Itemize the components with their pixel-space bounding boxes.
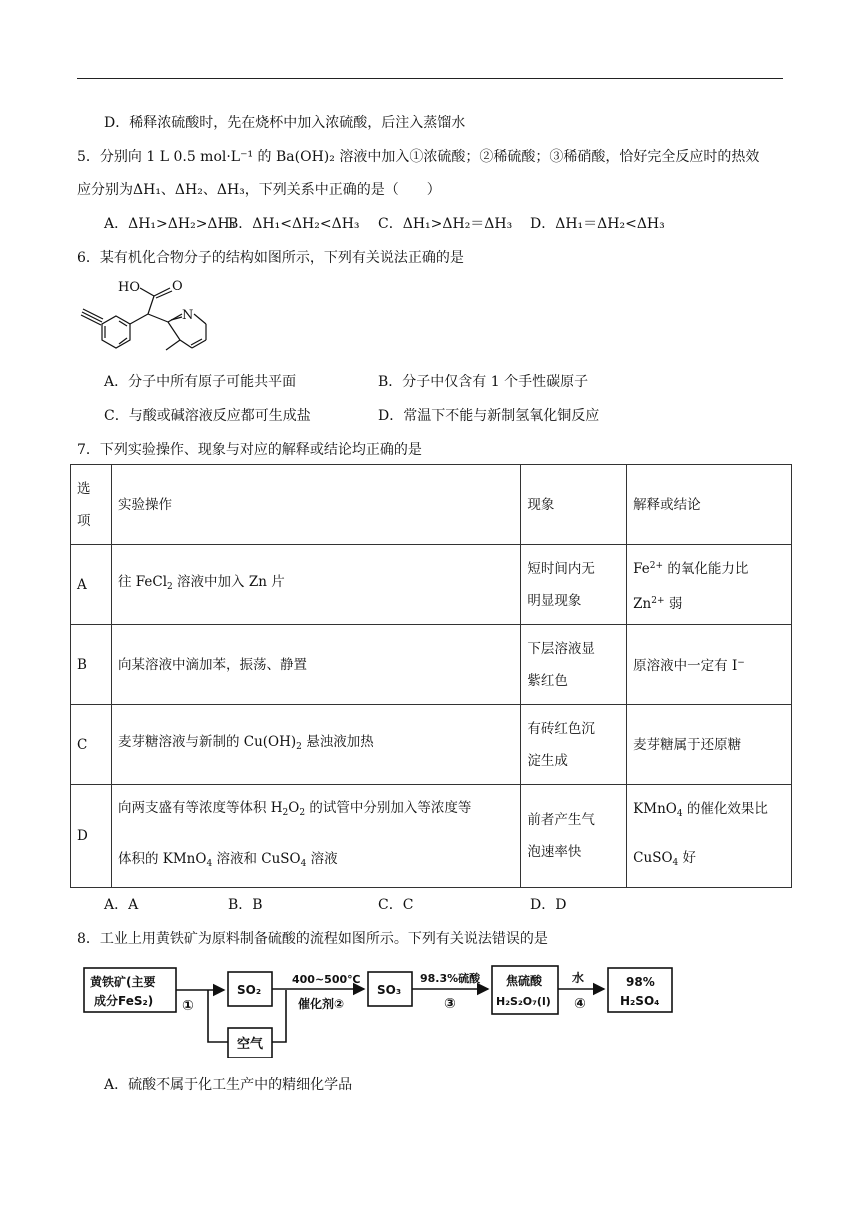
step1-label: ① — [182, 998, 194, 1014]
row-phenomenon: 下层溶液显 紫红色 — [521, 625, 627, 705]
q6-option-a: A．分子中所有原子可能共平面 — [104, 374, 297, 390]
step2-catalyst: 催化剂② — [298, 997, 345, 1011]
q5-option-a: A．ΔH₁>ΔH₂>ΔH₃ — [104, 216, 236, 232]
row-conclusion: KMnO$_4$ 的催化效果比 CuSO$_4$ 好 — [627, 785, 792, 888]
step2-conditions: 400~500℃ — [292, 973, 361, 986]
oleum-formula: H₂S₂O₇(l) — [496, 995, 551, 1008]
step4-label: ④ — [574, 996, 586, 1012]
q5-stem-line2: 应分别为ΔH₁、ΔH₂、ΔH₃，下列关系中正确的是（ ） — [77, 182, 441, 198]
table-row — [71, 785, 792, 888]
row-operation: 向某溶液中滴加苯，振荡、静置 — [111, 625, 520, 705]
row-phenomenon: 前者产生气 泡速率快 — [521, 785, 627, 888]
header-phenomenon: 现象 — [521, 465, 627, 545]
q5-option-b: B．ΔH₁<ΔH₂<ΔH₃ — [228, 216, 360, 232]
q8-stem: 8．工业上用黄铁矿为原料制备硫酸的流程如图所示。下列有关说法错误的是 — [77, 931, 548, 947]
step3-reagent: 98.3%硫酸 — [420, 972, 481, 985]
q7-answer-a: A．A — [104, 897, 139, 913]
q6-option-b: B．分子中仅含有 1 个手性碳原子 — [378, 374, 589, 390]
row-conclusion: 麦芽糖属于还原糖 — [627, 705, 792, 785]
molecule-structure — [72, 274, 222, 364]
table-row — [71, 545, 792, 625]
ho-label: HO — [118, 280, 140, 295]
table-header-row — [71, 465, 792, 545]
q7-answer-c: C．C — [378, 897, 414, 913]
row-operation: 往 FeCl$_2$ 溶液中加入 Zn 片 — [111, 545, 520, 625]
row-label: B — [71, 625, 112, 705]
experiment-table — [70, 464, 792, 888]
table-row — [71, 625, 792, 705]
q8-option-a: A．硫酸不属于化工生产中的精细化学品 — [104, 1077, 353, 1093]
q7-answer-b: B．B — [228, 897, 263, 913]
q5-option-d: D．ΔH₁＝ΔH₂<ΔH₃ — [530, 216, 665, 232]
row-conclusion: $Fe^{2+}$ 的氧化能力比 $Zn^{2+}$ 弱 — [627, 545, 792, 625]
q7-answer-d: D．D — [530, 897, 567, 913]
flowchart — [82, 958, 702, 1058]
q5-stem-line1: 5．分别向 1 L 0.5 mol·L⁻¹ 的 Ba(OH)₂ 溶液中加入①浓硫酸；②稀硫酸；③稀硝酸，恰好完全反应时的热效 — [77, 149, 760, 165]
oleum-label: 焦硫酸 — [506, 974, 543, 988]
header-option: 选 项 — [71, 465, 112, 545]
step3-label: ③ — [444, 996, 456, 1012]
so2-label: SO₂ — [237, 983, 262, 997]
row-operation: 向两支盛有等浓度等体积 $H_2O_2$ 的试管中分别加入等浓度等 体积的 KMnO$_4$ 溶液和 CuSO$_4$ 溶液 — [111, 785, 520, 888]
row-operation: 麦芽糖溶液与新制的 $Cu(OH)_2$ 悬浊液加热 — [111, 705, 520, 785]
q6-option-c: C．与酸或碱溶液反应都可生成盐 — [104, 408, 311, 424]
row-conclusion: 原溶液中一定有 I− — [627, 625, 792, 705]
o-label: O — [172, 279, 183, 294]
product-formula: H₂SO₄ — [620, 994, 660, 1008]
row-phenomenon: 短时间内无 明显现象 — [521, 545, 627, 625]
row-label: A — [71, 545, 112, 625]
header-conclusion: 解释或结论 — [627, 465, 792, 545]
row-label: D — [71, 785, 112, 888]
pyrite-label-line2: 成分FeS₂) — [94, 994, 154, 1008]
pyrite-label-line1: 黄铁矿(主要 — [90, 975, 156, 989]
header-rule — [77, 78, 783, 79]
n-label: N — [182, 308, 194, 323]
header-operation: 实验操作 — [111, 465, 520, 545]
row-label: C — [71, 705, 112, 785]
row-phenomenon: 有砖红色沉 淀生成 — [521, 705, 627, 785]
q7-stem: 7．下列实验操作、现象与对应的解释或结论均正确的是 — [77, 442, 422, 458]
q5-option-c: C．ΔH₁>ΔH₂＝ΔH₃ — [378, 216, 513, 232]
q6-stem: 6．某有机化合物分子的结构如图所示，下列有关说法正确的是 — [77, 250, 464, 266]
product-percent: 98% — [626, 975, 655, 989]
air-label: 空气 — [237, 1037, 264, 1052]
q6-option-d: D．常温下不能与新制氢氧化铜反应 — [378, 408, 600, 424]
q4-option-d: D．稀释浓硫酸时，先在烧杯中加入浓硫酸，后注入蒸馏水 — [104, 115, 466, 131]
table-row — [71, 705, 792, 785]
step4-reagent: 水 — [572, 971, 585, 985]
so3-label: SO₃ — [377, 983, 402, 997]
